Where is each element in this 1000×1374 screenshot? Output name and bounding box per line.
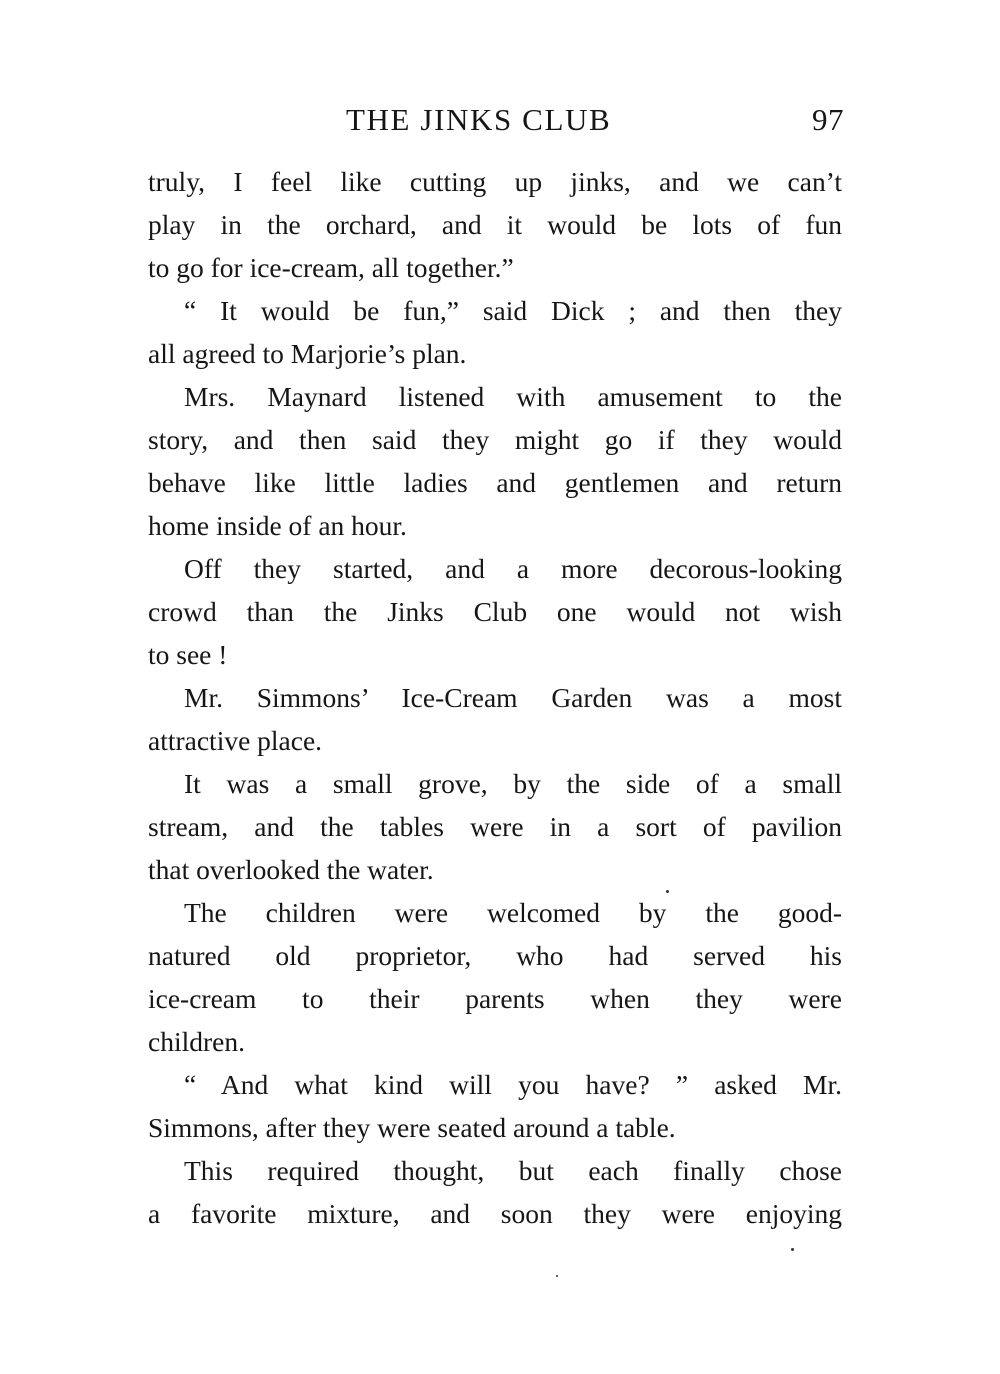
- paragraph: [148, 762, 842, 891]
- paragraph: [148, 375, 842, 547]
- text-line: “ And what kind will you have? ” asked Mr.: [184, 1069, 842, 1100]
- text-line: “ It would be fun,” said Dick ; and then they: [184, 295, 842, 326]
- text-line: crowd than the Jinks Club one would not wish: [148, 596, 842, 627]
- text-line: stream, and the tables were in a sort of pavilion: [148, 811, 842, 842]
- text-line: Simmons, after they were seated around a table.: [148, 1112, 676, 1143]
- text-line: to go for ice-cream, all together.”: [148, 252, 514, 283]
- paragraph: [148, 1063, 842, 1149]
- body-text: [148, 160, 842, 1235]
- text-line: to see !: [148, 639, 228, 670]
- text-line: ice-cream to their parents when they were: [148, 983, 842, 1014]
- text-line: a favorite mixture, and soon they were enjoying: [148, 1198, 842, 1229]
- text-line: home inside of an hour.: [148, 510, 407, 541]
- text-line: This required thought, but each finally chose: [184, 1155, 842, 1186]
- paragraph: [148, 1149, 842, 1235]
- text-line: Mr. Simmons’ Ice-Cream Garden was a most: [184, 682, 842, 713]
- text-line: The children were welcomed by the good-: [184, 897, 842, 928]
- page-header: [148, 98, 844, 142]
- text-line: It was a small grove, by the side of a small: [184, 768, 842, 799]
- text-line: story, and then said they might go if they would: [148, 424, 842, 455]
- scan-speck: [556, 1275, 558, 1277]
- text-line: attractive place.: [148, 725, 323, 756]
- text-line: children.: [148, 1026, 245, 1057]
- text-line: all agreed to Marjorie’s plan.: [148, 338, 467, 369]
- text-line: Mrs. Maynard listened with amusement to the: [184, 381, 842, 412]
- paragraph: [148, 891, 842, 1063]
- text-line: that overlooked the water.: [148, 854, 434, 885]
- text-line: truly, I feel like cutting up jinks, and we can’t: [148, 166, 842, 197]
- scan-speck: [666, 890, 669, 893]
- text-line: behave like little ladies and gentlemen and return: [148, 467, 842, 498]
- paragraph: [148, 676, 842, 762]
- paragraph: [148, 160, 842, 289]
- running-title: THE JINKS CLUB: [346, 102, 612, 137]
- page-number: 97: [812, 102, 844, 137]
- text-line: play in the orchard, and it would be lots of fun: [148, 209, 842, 240]
- paragraph: [148, 289, 842, 375]
- paragraph: [148, 547, 842, 676]
- text-line: natured old proprietor, who had served his: [148, 940, 842, 971]
- scan-speck: [791, 1248, 794, 1251]
- text-line: Off they started, and a more decorous-looking: [184, 553, 842, 584]
